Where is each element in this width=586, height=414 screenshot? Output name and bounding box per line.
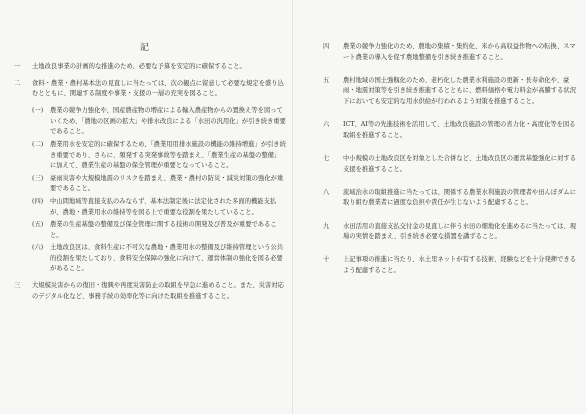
item-number: 七 (323, 154, 330, 162)
list-item (323, 76, 581, 108)
left-column (14, 62, 286, 308)
item-text: 上記事項の推進に当たり、水土里ネットが有する技術、経験などを十分発揮できるよう配慮すること。 (343, 256, 576, 274)
sub-item (32, 106, 286, 138)
item-number: 八 (323, 188, 330, 196)
item-number: 四 (323, 43, 330, 50)
list-item (323, 120, 581, 141)
sub-item (32, 243, 286, 275)
item-number: 二 (14, 79, 21, 87)
item-text: 食料・農業・農村基本法の見直しに当たっては、次の観点に留意して必要な規定を盛り込むとともに、関連する制度や事業・支援の一層の充実を図ること。 (32, 79, 284, 98)
list-item (323, 42, 581, 63)
sub-item-text: 中山間地域等直接支払のみならず、基本法制定後に法定化された多面的機能支払が、農地・農業用水の維持等を図る上で重要な役割を果たしていること。 (50, 197, 277, 216)
sub-item-number: (三) (32, 174, 44, 182)
sub-item-number: (五) (32, 221, 44, 229)
item-text: 大規模災害からの復旧・復興や再度災害防止の取組を早急に進めること。また、災害対応のデジタル化など、事務手続の効率化等に向けた取組を推進すること。 (32, 282, 284, 300)
sub-item-text: 土地改良区は、食料生産に不可欠な農地・農業用水の整備及び維持管理という公共的役割を果たしており、食料安全保障の強化に向けて、運営体制の強化を図る必要があること。 (50, 244, 283, 273)
sub-item (32, 174, 286, 195)
list-item (14, 62, 286, 73)
sub-item (32, 220, 286, 241)
item-number: 六 (323, 121, 330, 129)
sub-item (32, 140, 286, 172)
sub-item-number: (二) (32, 140, 44, 148)
right-page (293, 0, 586, 414)
sub-item-text: 豪雨災害や大規模地震のリスクを踏まえ、農業・農村の防災・減災対策の強化が重要であること。 (50, 174, 284, 193)
item-text: 流域治水の取組推進に当たっては、関係する農業水利施設の管理者や田んぼダムに取り組む農業者に過度な負担や責任が生じないよう配慮すること。 (343, 188, 576, 207)
list-item (323, 188, 581, 209)
list-item (323, 222, 581, 243)
item-text: 土地改良事業の計画的な推進のため、必要な予算を安定的に確保すること。 (32, 63, 246, 70)
document-heading: 記 (140, 43, 151, 53)
item-text: 中小規模の土地改良区を対象とした合併など、土地改良区の運営基盤強化に対する支援を推進すること。 (343, 154, 576, 173)
list-item (14, 281, 286, 302)
sub-item-number: (四) (32, 197, 44, 205)
item-text: 水田活用の直接支払交付金の見直しに伴う水田の畑地化を進めるに当たっては、現場の実情を踏まえ、引き続き必要な措置を講ずること。 (343, 222, 576, 241)
item-number: 九 (323, 222, 330, 230)
item-number: 五 (323, 76, 330, 84)
sub-item (32, 197, 286, 218)
sub-item-number: (一) (32, 107, 44, 115)
sub-item-number: (六) (32, 244, 44, 252)
item-text: 農業の競争力強化のため、農地の集積・集約化、米から高収益作物への転換、スマート農業の導入を促す農地整備を引き続き推進すること。 (343, 43, 576, 61)
sub-item-text: 農業の生産基盤の整備及び保全管理に関する技術の開発及び普及が重要であること。 (50, 221, 277, 239)
item-number: 三 (14, 282, 21, 290)
right-column (323, 42, 581, 289)
item-number: 一 (14, 63, 21, 70)
sub-item-text: 農業用水を安定的に確保するため、「農業用用排水施設の機能の維持増進」が引き続き重要であり、さらに、頻発する突発事故等を踏まえ、「農業生産の基盤の整備」に加えて、農業生産の基盤の保全管理が重要となっていること。 (50, 140, 286, 170)
list-item (14, 79, 286, 100)
sub-item-text: 農業の競争力強化や、国産農産物の増産による輸入農産物からの置換え等を図っていくため、「農地の区画の拡大」や排水改良による「水田の汎用化」が引き続き重要であること。 (50, 107, 286, 136)
item-text: ICT、AI等の先進技術を活用して、土地改良施設の管理の省力化・高度化等を図る取組を推進すること。 (343, 121, 576, 139)
item-text: 農村地域の国土強靱化のため、老朽化した農業水利施設の更新・長寿命化や、豪雨・地震対策等を引き続き推進するとともに、燃料価格や電力料金が高騰する状況下においても安定的な用水供給が行われるよう対策を推進すること。 (343, 76, 576, 105)
list-item (323, 154, 581, 175)
item-number: 十 (323, 256, 330, 264)
list-item (323, 255, 581, 276)
